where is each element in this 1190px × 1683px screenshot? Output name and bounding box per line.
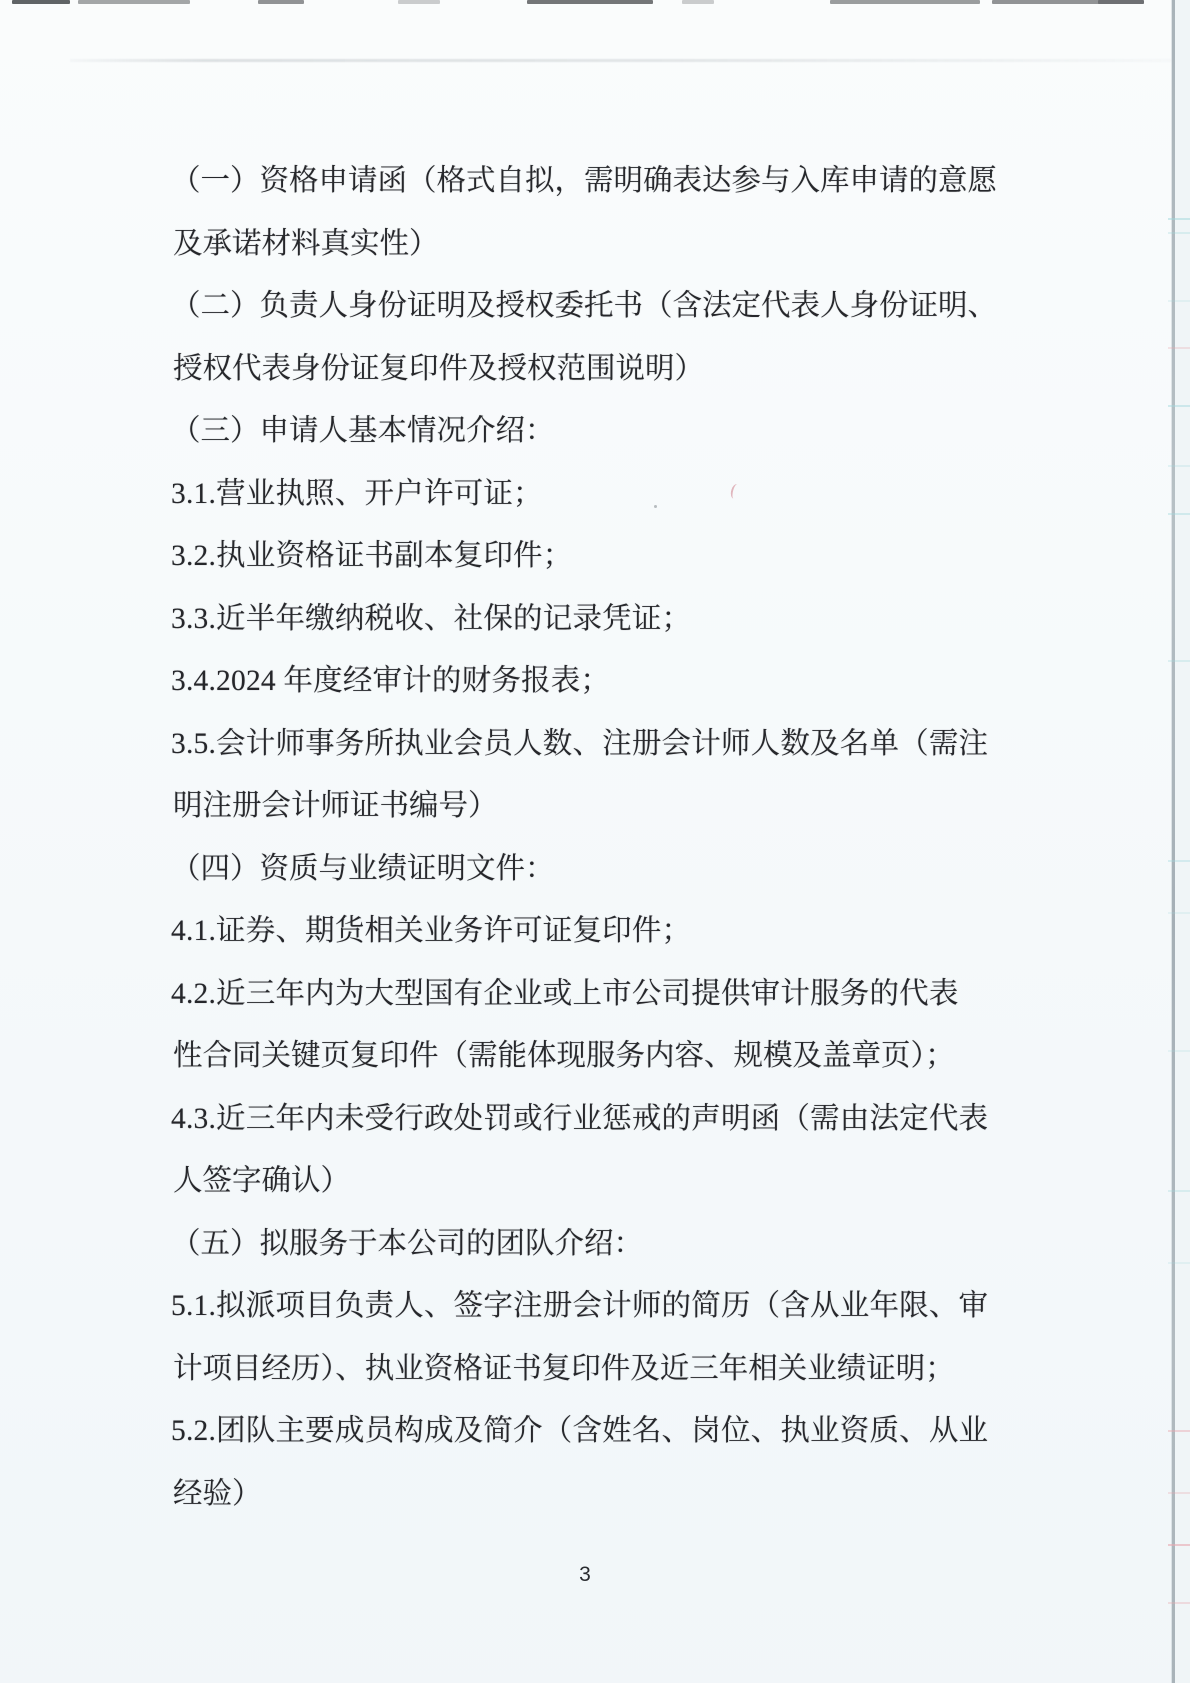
text-line: 3.5.会计师事务所执业会员人数、注册会计师人数及名单（需注 — [171, 727, 989, 760]
document-body-text — [171, 150, 1031, 1525]
text-line: 计项目经历）、执业资格证书复印件及近三年相关业绩证明； — [173, 1352, 955, 1385]
background-ruled-paper-strip — [1175, 0, 1190, 1683]
text-line: 3.1.营业执照、开户许可证； — [171, 477, 543, 510]
page-number: 3 — [579, 1563, 591, 1586]
text-line: 人签字确认） — [173, 1165, 351, 1197]
text-line: 及承诺材料真实性） — [173, 227, 439, 260]
text-line: 授权代表身份证复印件及授权范围说明） — [173, 352, 705, 385]
text-line: （一）资格申请函（格式自拟，需明确表达参与入库申请的意愿 — [171, 165, 998, 197]
text-line: 5.1.拟派项目负责人、签字注册会计师的简历（含从业年限、审 — [171, 1290, 989, 1322]
text-line: 4.3.近三年内未受行政处罚或行业惩戒的声明函（需由法定代表 — [171, 1102, 989, 1135]
text-line: 4.1.证券、期货相关业务许可证复印件； — [171, 915, 692, 947]
text-line: 4.2.近三年内为大型国有企业或上市公司提供审计服务的代表 — [171, 977, 959, 1010]
text-line: 性合同关键页复印件（需能体现服务内容、规模及盖章页）； — [173, 1040, 955, 1072]
text-line: （二）负责人身份证明及授权委托书（含法定代表人身份证明、 — [171, 290, 998, 322]
text-line: （五）拟服务于本公司的团队介绍： — [171, 1227, 644, 1260]
scan-top-edge-artifacts — [0, 0, 1190, 8]
text-line: （三）申请人基本情况介绍： — [171, 415, 555, 447]
text-line: 明注册会计师证书编号） — [173, 790, 498, 822]
scan-smudge-line — [70, 59, 1175, 62]
text-line: 经验） — [173, 1477, 262, 1510]
text-line: 5.2.团队主要成员构成及简介（含姓名、岗位、执业资质、从业 — [171, 1415, 989, 1447]
text-line: 3.3.近半年缴纳税收、社保的记录凭证； — [171, 602, 692, 635]
text-line: 3.2.执业资格证书副本复印件； — [171, 540, 573, 572]
text-line: （四）资质与业绩证明文件： — [171, 852, 555, 885]
scan-speck — [654, 505, 657, 508]
text-line: 3.4.2024 年度经审计的财务报表； — [171, 665, 611, 697]
